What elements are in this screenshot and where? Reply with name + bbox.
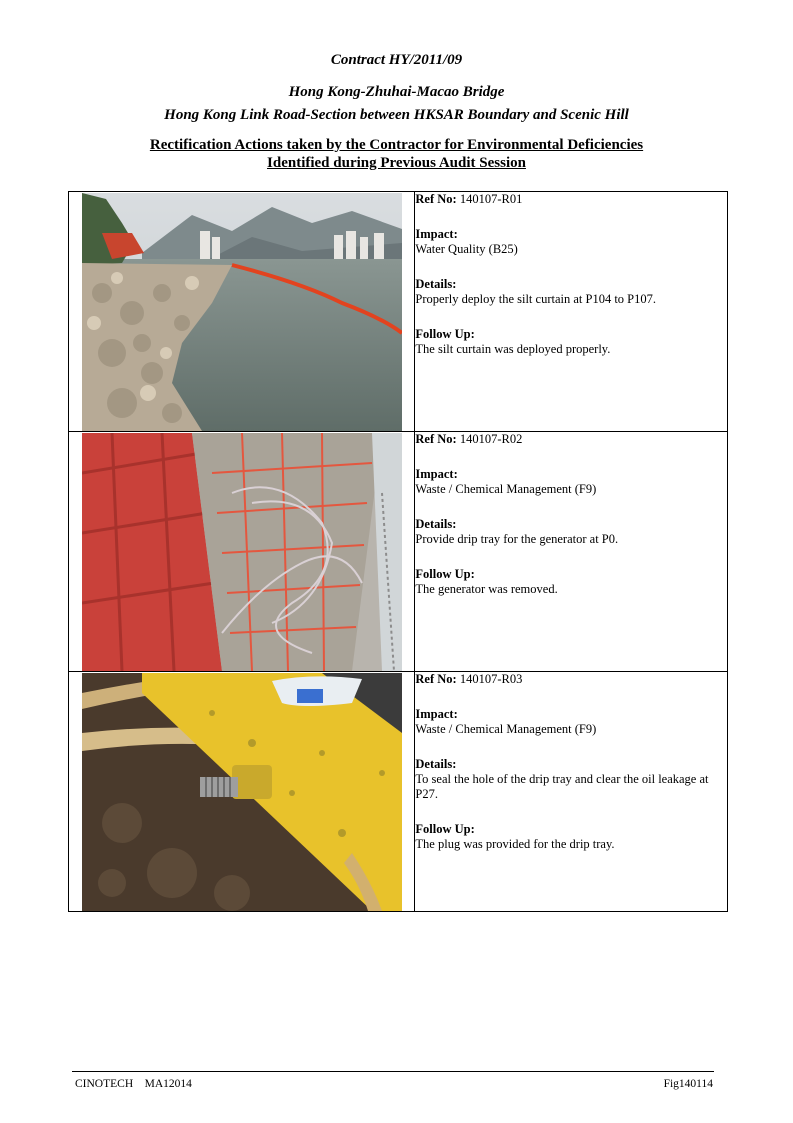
photo-cell [69,672,415,912]
table-row [69,432,728,672]
photo-cell [69,432,415,672]
details-value: To seal the hole of the drip tray and clear the oil leakage at P27. [415,772,709,801]
record-details: Ref No: 140107-R02 Impact: Waste / Chemical Management (F9) Details: Provide drip tray for the generator at P0. Follow Up: The generator was removed. [415,432,728,672]
ref-number: 140107-R02 [459,432,523,446]
document-subtitle: Identified during Previous Audit Session [267,155,526,171]
follow-up-value: The silt curtain was deployed properly. [415,342,611,356]
ref-number: 140107-R01 [459,192,523,206]
project-title: Hong Kong-Zhuhai-Macao Bridge [288,84,505,100]
details-value: Provide drip tray for the generator at P0. [415,532,619,546]
impact-value: Water Quality (B25) [415,242,518,256]
table-row [69,192,728,432]
record-details: Ref No: 140107-R03 Impact: Waste / Chemical Management (F9) Details: To seal the hole of the drip tray and clear the oil leakage at P27. Follow Up: The plug was provided for the drip tray. [415,672,728,912]
rectification-table [68,191,728,912]
platform-photo [82,433,402,671]
silt-curtain-photo [82,193,402,431]
footer-left: CINOTECH MA12014 [75,1078,192,1090]
details-value: Properly deploy the silt curtain at P104 to P107. [415,292,657,306]
document-title: Rectification Actions taken by the Contractor for Environmental Deficiencies [149,137,644,153]
follow-up-value: The plug was provided for the drip tray. [415,837,615,851]
contract-number: Contract HY/2011/09 [330,52,463,68]
table-row [69,672,728,912]
footer-figure-number: Fig140114 [663,1078,713,1090]
follow-up-value: The generator was removed. [415,582,558,596]
project-section: Hong Kong Link Road-Section between HKSAR Boundary and Scenic Hill [164,107,629,123]
photo-cell [69,192,415,432]
drip-tray-photo [82,673,402,911]
impact-value: Waste / Chemical Management (F9) [415,722,597,736]
record-details: Ref No: 140107-R01 Impact: Water Quality (B25) Details: Properly deploy the silt curtain at P104 to P107. Follow Up: The silt curtain was deployed properly. [415,192,728,432]
ref-number: 140107-R03 [459,672,523,686]
footer-divider [72,1071,714,1072]
impact-value: Waste / Chemical Management (F9) [415,482,597,496]
